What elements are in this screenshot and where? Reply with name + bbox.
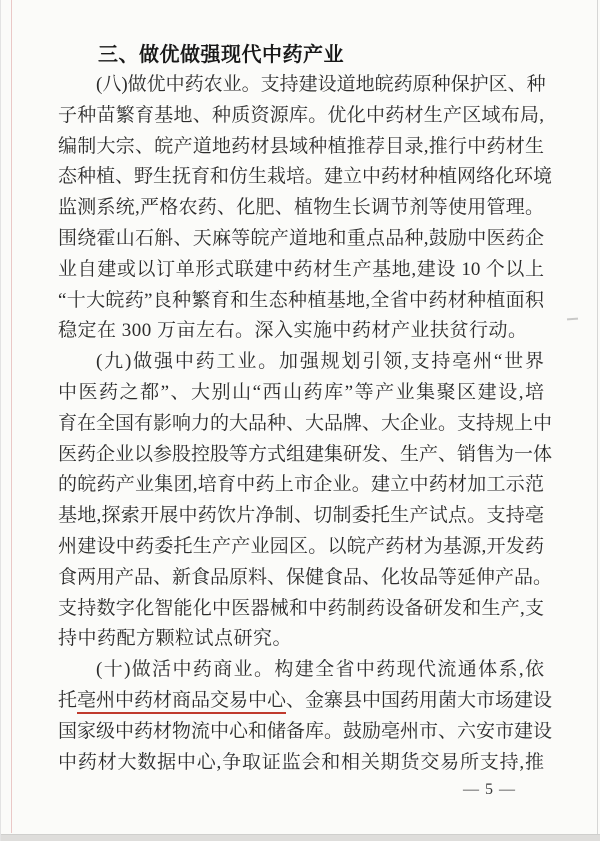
paragraph-10-line-4: 中药材大数据中心,争取证监会和相关期货交易所支持,推: [58, 751, 544, 773]
section-heading: 三、做优做强现代中药产业: [98, 44, 344, 66]
paragraph-9-line-7: 州建设中药委托生产产业园区。以皖产药材为基源,开发药: [58, 535, 544, 557]
paragraph-10-line-3: 国家级中药材物流中心和储备库。鼓励亳州市、六安市建设: [58, 720, 553, 742]
paragraph-8-line-6: 围绕霍山石斛、天麻等皖产道地和重点品种,鼓励中医药企: [58, 227, 544, 249]
paragraph-8-line-7: 业自建或以订单形式联建中药材生产基地,建设 10 个以上: [58, 258, 544, 280]
document-body: [58, 70, 553, 778]
page-number: — 5 —: [463, 781, 516, 798]
paragraph-9-line-4: 医药企业以参股控股等方式组建集研发、生产、销售为一体: [58, 443, 553, 465]
paragraph-9-line-6: 基地,探索开展中药饮片净制、切制委托生产试点。支持亳: [58, 505, 544, 527]
paragraph-9-line-1: (九)做强中药工业。加强规划引领,支持亳州“世界: [96, 351, 544, 373]
scan-bottom-edge: [1, 834, 600, 841]
paragraph-9-line-3: 育在全国有影响力的大品种、大品牌、大企业。支持规上中: [58, 412, 553, 434]
scan-edge-line: [597, 0, 598, 841]
paragraph-8-line-3: 编制大宗、皖产道地药材县域种植推荐目录,推行中药材生: [58, 135, 544, 157]
paragraph-8-line-2: 子种苗繁育基地、种质资源库。优化中药材生产区域布局,: [58, 104, 544, 126]
paragraph-8-line-9: 稳定在 300 万亩左右。深入实施中药材产业扶贫行动。: [58, 320, 528, 342]
paragraph-8-line-4: 态种植、野生抚育和仿生栽培。建立中药材种植网络化环境: [58, 166, 553, 188]
paragraph-8-line-8: “十大皖药”良种繁育和生态种植基地,全省中药材种植面积: [58, 289, 544, 311]
paragraph-9-line-10: 持中药配方颗粒试点研究。: [58, 628, 293, 650]
paragraph-10-line-2: [58, 686, 553, 717]
red-underlined-text: 亳州中药材商品交易中心: [77, 690, 286, 714]
text-after-underline: 、金寨县中国药用菌大市场建设: [286, 689, 553, 711]
text-before-underline: 托: [58, 689, 78, 711]
paragraph-9-line-9: 支持数字化智能化中医器械和中药制药设备研发和生产,支: [58, 597, 544, 619]
paragraph-9-line-2: 中医药之都”、大别山“西山药库”等产业集聚区建设,培: [58, 381, 544, 403]
paragraph-9-line-5: 的皖药产业集团,培育中药上市企业。建立中药材加工示范: [58, 474, 544, 496]
paragraph-9-line-8: 食两用产品、新食品原料、保健食品、化妆品等延伸产品。: [58, 566, 553, 588]
paragraph-8-line-1: (八)做优中药农业。支持建设道地皖药原种保护区、种: [96, 74, 546, 95]
paragraph-10-line-1: (十)做活中药商业。构建全省中药现代流通体系,依: [96, 659, 544, 681]
paragraph-8-line-5: 监测系统,严格农药、化肥、植物生长调节剂等使用管理。: [58, 197, 544, 219]
scan-margin-line: [11, 0, 12, 833]
scan-dash-artifact: [567, 318, 578, 321]
